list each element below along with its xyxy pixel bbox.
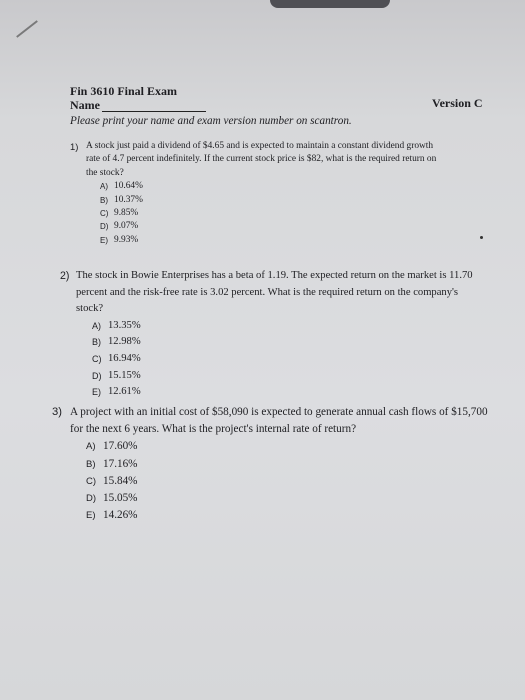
option-letter: D) <box>92 370 102 381</box>
question-text: the stock? <box>86 167 124 178</box>
answer-option <box>100 220 500 233</box>
name-blank-line <box>102 100 206 112</box>
answer-option <box>86 473 518 490</box>
question-line <box>70 140 500 153</box>
photo-top-shadow <box>270 0 390 8</box>
question-line <box>52 421 518 438</box>
answer-option <box>86 438 518 455</box>
answer-option <box>100 180 500 193</box>
question-text: rate of 4.7 percent indefinitely. If the current stock price is $82, what is the required return on <box>86 154 437 165</box>
answer-option <box>92 351 512 368</box>
question-2 <box>60 268 512 401</box>
question-number: 2) <box>60 270 70 282</box>
option-value: 13.35% <box>108 319 141 331</box>
option-value: 10.37% <box>114 194 143 205</box>
answer-options <box>100 180 500 247</box>
name-row <box>70 98 490 112</box>
question-line <box>60 301 512 318</box>
answer-option <box>100 207 500 220</box>
answer-option <box>92 384 512 401</box>
option-value: 15.05% <box>103 492 138 505</box>
exam-title: Fin 3610 Final Exam <box>70 84 178 98</box>
option-value: 9.85% <box>114 208 139 219</box>
option-value: 17.16% <box>103 457 138 470</box>
option-value: 14.26% <box>103 509 138 522</box>
option-letter: A) <box>86 441 96 453</box>
option-letter: E) <box>86 510 96 522</box>
question-text: The stock in Bowie Enterprises has a beta of 1.19. The expected return on the market is 11.70 <box>76 270 473 281</box>
option-value: 16.94% <box>108 352 141 364</box>
answer-option <box>100 234 500 247</box>
question-line <box>60 285 512 302</box>
question-text: A stock just paid a dividend of $4.65 and is expected to maintain a constant dividend growth <box>86 141 434 151</box>
question-3 <box>52 404 518 524</box>
question-line <box>70 167 500 180</box>
option-value: 10.64% <box>114 181 143 192</box>
option-letter: C) <box>86 475 97 487</box>
name-label: Name <box>70 98 100 112</box>
question-text: percent and the risk-free rate is 3.02 percent. What is the required return on the company's <box>76 286 459 298</box>
question-number: 1) <box>70 141 79 152</box>
question-1 <box>70 140 500 247</box>
exam-header <box>70 84 490 128</box>
answer-option <box>92 334 512 351</box>
option-value: 17.60% <box>103 440 138 453</box>
option-value: 12.98% <box>108 336 141 348</box>
answer-option <box>86 456 518 473</box>
answer-option <box>86 490 518 507</box>
option-letter: B) <box>86 458 96 470</box>
option-letter: C) <box>100 209 109 219</box>
answer-option <box>100 194 500 207</box>
option-letter: A) <box>100 182 108 192</box>
option-letter: C) <box>92 353 102 364</box>
option-value: 15.84% <box>103 474 138 487</box>
question-number: 3) <box>52 406 62 418</box>
option-letter: E) <box>100 235 108 245</box>
option-letter: D) <box>100 222 109 232</box>
answer-option <box>92 318 512 335</box>
option-value: 12.61% <box>108 386 141 398</box>
option-letter: A) <box>92 320 101 331</box>
question-text: for the next 6 years. What is the project's internal rate of return? <box>70 423 357 436</box>
question-text: stock? <box>76 303 104 315</box>
answer-option <box>86 507 518 524</box>
option-letter: B) <box>100 195 108 205</box>
option-value: 15.15% <box>108 369 141 381</box>
pen-mark <box>16 20 38 38</box>
question-line <box>70 153 500 166</box>
option-value: 9.07% <box>114 221 139 232</box>
option-letter: D) <box>86 493 97 505</box>
option-letter: E) <box>92 387 101 398</box>
option-value: 9.93% <box>114 234 139 245</box>
question-text: A project with an initial cost of $58,090 is expected to generate annual cash flows of $15,700 <box>70 406 488 418</box>
version-label: Version C <box>432 96 483 110</box>
answer-options <box>86 438 518 524</box>
option-letter: B) <box>92 337 101 348</box>
instructions: Please print your name and exam version number on scantron. <box>70 115 352 127</box>
question-line <box>52 404 518 421</box>
question-line <box>60 268 512 285</box>
answer-option <box>92 368 512 385</box>
answer-options <box>92 318 512 401</box>
